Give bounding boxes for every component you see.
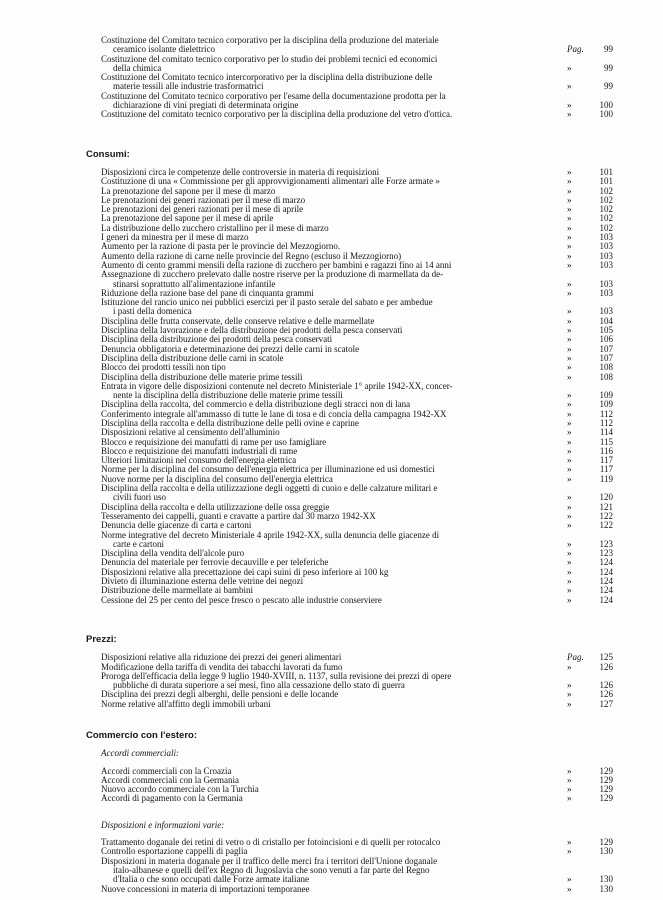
page-mark: » — [567, 408, 572, 419]
page-mark: » — [567, 784, 572, 795]
page-mark: » — [567, 185, 572, 196]
page-mark: » — [567, 774, 572, 785]
entry-line-continued: stinarsi soprattutto all'alimentazione infantile — [113, 278, 276, 289]
page-number: 122 — [599, 520, 613, 531]
page-number: 109 — [599, 399, 613, 410]
page-number: 112 — [599, 408, 613, 419]
page-mark: » — [567, 557, 572, 568]
entry-line: Nuovo accordo commerciale con la Turchia — [101, 784, 259, 795]
entry-line: Accordi commerciali con la Croazia — [101, 765, 232, 776]
entry-line-continued: d'Italia o che sono occupati dalle Forze armate italiane — [113, 874, 310, 885]
index-entry — [101, 270, 613, 289]
entry-line: La prenotazione del sapone per il mese di marzo — [101, 185, 276, 196]
page-mark: » — [567, 689, 572, 700]
page-mark: » — [567, 204, 572, 215]
page-mark: » — [567, 390, 572, 401]
index-entry — [101, 55, 613, 74]
entry-line: Blocco e requisizione dei manufatti di rame per uso famigliare — [101, 436, 327, 447]
page-mark: » — [567, 837, 572, 848]
entry-line: Costituzione del Comitato tecnico intercorporativo per la disciplina della distribuzione delle — [101, 72, 433, 83]
page-mark: » — [567, 576, 572, 587]
page-number: 129 — [599, 837, 613, 848]
page-number: 103 — [599, 259, 613, 270]
entry-line: Disciplina della raccolta e della distribuzione delle pelli ovine e caprine — [101, 417, 359, 428]
page-mark: » — [567, 100, 572, 111]
page-mark: » — [567, 492, 572, 503]
page-number: 117 — [599, 455, 613, 466]
entry-line: Disposizioni relative al censimento dell'alluminio — [101, 427, 280, 438]
page-mark: Pag. — [567, 652, 584, 663]
page-number: 102 — [599, 194, 613, 205]
entry-line: Disciplina della raccolta, del commercio e della distribuzione degli stracci non di lana — [101, 399, 411, 410]
entry-title — [101, 73, 613, 92]
entry-line-continued: italo-albanese e quelli dell'ex Regno di Jugoslavia che sono venuti a far parte del Regno — [113, 864, 430, 875]
entry-line: Denuncia del materiale per ferrovie decauville e per teleferiche — [101, 557, 329, 568]
entry-line: Costituzione del comitato tecnico corporativo per lo studio dei problemi tecnici ed economici — [101, 53, 438, 64]
page-number: 123 — [599, 538, 613, 549]
entry-title — [101, 885, 613, 894]
page-number: 108 — [599, 371, 613, 382]
entry-line: Assegnazione di zucchero prelevato dalle nostre riserve per la produzione di marmellata da de- — [101, 269, 444, 280]
entry-line: Divieto di illuminazione esterna delle vetrine dei negozi — [101, 576, 304, 587]
index-entry — [101, 885, 613, 894]
page-number: 107 — [599, 343, 613, 354]
top-entries — [101, 36, 613, 120]
section-heading-consumi: Consumi: — [86, 148, 130, 160]
page-number: 124 — [599, 576, 613, 587]
page-number: 124 — [599, 585, 613, 596]
prezzi-entries — [101, 653, 613, 709]
page-number: 129 — [599, 793, 613, 804]
entry-line: Nuove norme per la disciplina del consumo dell'energia elettrica — [101, 473, 333, 484]
page-mark: » — [567, 334, 572, 345]
page-number: 117 — [599, 464, 613, 475]
entry-line: Disciplina della distribuzione delle materie prime tessili — [101, 371, 303, 382]
page-number: 103 — [599, 241, 613, 252]
page-mark: » — [567, 343, 572, 354]
section-heading-commercio: Commercio con l'estero: — [86, 730, 198, 741]
index-page — [0, 36, 663, 894]
page-number: 120 — [599, 492, 613, 503]
page-number: 126 — [599, 661, 613, 672]
page-number: 102 — [599, 204, 613, 215]
page-number: 125 — [599, 652, 613, 663]
page-mark: » — [567, 680, 572, 691]
entry-line: Disciplina della raccolta e della utilizzazione delle ossa greggie — [101, 501, 330, 512]
page-number: 103 — [599, 287, 613, 298]
entry-line: Aumento della razione di carne nelle provincie del Regno (escluso il Mezzogiorno) — [101, 250, 402, 261]
page-mark: » — [567, 352, 572, 363]
page-mark: » — [567, 436, 572, 447]
page-number: 103 — [599, 232, 613, 243]
page-number: 103 — [599, 278, 613, 289]
index-entry — [101, 700, 613, 709]
subheading-disposizioni: Disposizioni e informazioni varie: — [101, 819, 225, 830]
entry-line: Disciplina della raccolta e della utilizzazione degli oggetti di cuoio e delle calzature militari e — [101, 483, 438, 494]
page-mark: » — [567, 765, 572, 776]
entry-line: Blocco e requisizione dei manufatti industriali di rame — [101, 445, 298, 456]
entry-line: Riduzione della razione base del pane di cinquanta grammi — [101, 287, 314, 298]
entry-line: Norme per la disciplina del consumo dell'energia elettrica per illuminazione ed usi domestici — [101, 464, 435, 475]
page-mark: » — [567, 241, 572, 252]
page-number: 119 — [599, 473, 613, 484]
entry-line: Disciplina della vendita dell'alcole puro — [101, 548, 245, 559]
entry-title — [101, 270, 613, 289]
index-entry — [101, 92, 613, 111]
page-number: 102 — [599, 213, 613, 224]
entry-line: Denuncia delle giacenze di carta e cartoni — [101, 520, 252, 531]
page-mark: » — [567, 109, 572, 120]
section-heading-prezzi: Prezzi: — [86, 633, 117, 645]
entry-line: I generi da minestra per il mese di marzo — [101, 232, 249, 243]
page-number: 122 — [599, 510, 613, 521]
page-number: 124 — [599, 566, 613, 577]
page-mark: » — [567, 417, 572, 428]
page-mark: » — [567, 213, 572, 224]
index-entry — [101, 382, 613, 401]
page-mark: » — [567, 166, 572, 177]
page-mark: » — [567, 510, 572, 521]
page-mark: » — [567, 315, 572, 326]
page-mark: » — [567, 287, 572, 298]
page-mark: » — [567, 538, 572, 549]
index-entry — [101, 531, 613, 550]
entry-line: Tesseramento dei cappelli, guanti e cravatte a partire dal 30 marzo 1942-XX — [101, 510, 376, 521]
page-mark: » — [567, 259, 572, 270]
index-entry — [101, 36, 613, 55]
page-mark: » — [567, 362, 572, 373]
index-entry — [101, 73, 613, 92]
entry-title — [101, 596, 613, 605]
page-mark: » — [567, 445, 572, 456]
index-entry — [101, 110, 613, 119]
entry-line: Denuncia obbligatoria e determinazione dei prezzi delle carni in scatole — [101, 343, 360, 354]
page-number: 102 — [599, 222, 613, 233]
entry-line: Cessione del 25 per cento del pesce fresco o pescato alle industrie conserviere — [101, 594, 382, 605]
entry-line-continued: nente la disciplina della distribuzione delle materie prime tessili — [113, 390, 343, 401]
entry-title — [101, 36, 613, 55]
page-number: 130 — [599, 846, 613, 857]
index-entry — [101, 484, 613, 503]
entry-title — [101, 531, 613, 550]
page-mark: » — [567, 793, 572, 804]
page-mark: » — [567, 194, 572, 205]
entry-title — [101, 382, 613, 401]
page-mark: » — [567, 874, 572, 885]
entry-line: Disposizioni relative alla precettazione dei capi suini di peso inferiore ai 100 kg — [101, 566, 389, 577]
page-number: 115 — [599, 436, 613, 447]
entry-line: Distribuzione delle marmellate ai bambini — [101, 585, 253, 596]
page-number: 99 — [604, 62, 613, 73]
page-mark: » — [567, 548, 572, 559]
entry-line: Costituzione del comitato tecnico corporativo per la disciplina della produzione del vetro d'ottica. — [101, 109, 453, 120]
page-number: 124 — [599, 594, 613, 605]
page-mark: » — [567, 501, 572, 512]
page-mark: » — [567, 464, 572, 475]
page-number: 116 — [599, 445, 613, 456]
page-number: 104 — [599, 315, 613, 326]
page-mark: » — [567, 698, 572, 709]
entry-title — [101, 794, 613, 803]
page-number: 101 — [599, 166, 613, 177]
entry-title — [101, 55, 613, 74]
page-mark: » — [567, 222, 572, 233]
page-number: 106 — [599, 334, 613, 345]
page-number: 100 — [599, 100, 613, 111]
entry-title — [101, 484, 613, 503]
page-mark: » — [567, 371, 572, 382]
entry-line-continued: i pasti della domenica — [113, 306, 192, 317]
index-entry — [101, 857, 613, 885]
entry-line-continued: materie tessili alle industrie trasformatrici — [113, 81, 264, 92]
accordi-entries — [101, 767, 613, 804]
index-entry — [101, 596, 613, 605]
page-number: 99 — [604, 44, 613, 55]
entry-line: Aumento di cento grammi mensili della razione di zucchero per bambini e ragazzi fino ai 14 anni — [101, 259, 452, 270]
page-mark: » — [567, 250, 572, 261]
page-number: 100 — [599, 109, 613, 120]
page-number: 108 — [599, 362, 613, 373]
entry-line: Accordi commerciali con la Germania — [101, 774, 239, 785]
entry-title — [101, 672, 613, 691]
entry-line-continued: civili fuori uso — [113, 492, 166, 503]
page-mark: » — [567, 306, 572, 317]
page-mark: Pag. — [567, 44, 584, 55]
entry-line: Conferimento integrale all'ammasso di tutte le lane di tosa e di concia della campagna 1942-XX — [101, 408, 447, 419]
entry-line: La distribuzione dello zucchero cristallino per il mese di marzo — [101, 222, 329, 233]
entry-title — [101, 298, 613, 317]
page-mark: » — [567, 566, 572, 577]
page-mark: » — [567, 278, 572, 289]
subheading-accordi: Accordi commerciali: — [101, 748, 180, 759]
entry-line-continued: dichiarazione di vini pregiati di determinata origine — [113, 100, 299, 111]
page-number: 130 — [599, 883, 613, 894]
entry-title — [101, 857, 613, 885]
page-mark: » — [567, 520, 572, 531]
entry-line: Disciplina della distribuzione delle carni in scatole — [101, 352, 284, 363]
entry-line: Costituzione di una « Commissione per gli approvvigionamenti alimentari alle Forze armate » — [101, 176, 440, 187]
entry-line: Nuove concessioni in materia di importazioni temporanee — [101, 883, 310, 894]
entry-line: Disciplina delle frutta conservate, delle conserve relative e delle marmellate — [101, 315, 375, 326]
entry-line: Blocco dei prodotti tessili non tipo — [101, 362, 226, 373]
page-number: 127 — [599, 698, 613, 709]
index-entry — [101, 298, 613, 317]
page-number: 121 — [599, 501, 613, 512]
entry-line: Disposizioni circa le competenze delle controversie in materia di requisizioni — [101, 166, 380, 177]
entry-line-continued: ceramico isolante dielettrico — [113, 44, 215, 55]
page-mark: » — [567, 594, 572, 605]
entry-line: Norme relative all'affitto degli immobili urbani — [101, 698, 271, 709]
page-number: 112 — [599, 417, 613, 428]
entry-line-continued: della chimica — [113, 62, 162, 73]
entry-line: Controllo esportazione cappelli di paglia — [101, 846, 248, 857]
page-number: 126 — [599, 680, 613, 691]
page-mark: » — [567, 473, 572, 484]
entry-line: Costituzione del Comitato tecnico corporativo per la disciplina della produzione del materiale — [101, 35, 439, 45]
page-number: 109 — [599, 390, 613, 401]
page-mark: » — [567, 585, 572, 596]
entry-line: La prenotazione del sapone per il mese di aprile — [101, 213, 274, 224]
page-mark: » — [567, 427, 572, 438]
entry-line: Disciplina della lavorazione e della distribuzione dei prodotti della pesca conservati — [101, 325, 403, 336]
page-number: 129 — [599, 784, 613, 795]
entry-line: Le prenotazioni dei generi razionati per il mese di marzo — [101, 194, 306, 205]
page-mark: » — [567, 62, 572, 73]
page-number: 129 — [599, 765, 613, 776]
page-number: 103 — [599, 250, 613, 261]
page-number: 124 — [599, 557, 613, 568]
entry-line: Trattamento doganale dei retini di vetro o di cristallo per fotoincisioni e di quelli per rotocalco — [101, 837, 441, 848]
page-mark: » — [567, 883, 572, 894]
page-number: 129 — [599, 774, 613, 785]
entry-line: Le prenotazioni dei generi razionati per il mese di aprile — [101, 204, 304, 215]
entry-line: Norme integrative del decreto Ministeriale 4 aprile 1942-XX, sulla denuncia delle giacenze di — [101, 529, 440, 540]
page-mark: » — [567, 661, 572, 672]
page-number: 101 — [599, 176, 613, 187]
entry-line: Disposizioni in materia doganale per il traffico delle merci fra i territori dell'Unione doganale — [101, 855, 438, 866]
page-number: 114 — [599, 427, 613, 438]
page-mark: » — [567, 455, 572, 466]
page-mark: » — [567, 846, 572, 857]
entry-line-continued: carte e cartoni — [113, 538, 164, 549]
page-number: 103 — [599, 306, 613, 317]
entry-line-continued: pubbliche di durata superiore a sei mesi, fino alla cessazione dello stato di guerra — [113, 680, 405, 691]
entry-line: Entrata in vigore delle disposizioni contenute nel decreto Ministeriale 1° aprile 1942-XX, concer- — [101, 380, 453, 391]
page-number: 123 — [599, 548, 613, 559]
entry-line: Proroga dell'efficacia della legge 9 luglio 1940-XVIII, n. 1137, sulla revisione dei prezzi di opere — [101, 670, 452, 681]
page-number: 107 — [599, 352, 613, 363]
entry-line: Disciplina dei prezzi degli alberghi, delle pensioni e delle locande — [101, 689, 339, 700]
page-mark: » — [567, 176, 572, 187]
entry-line: Modificazione della tariffa di vendita dei tabacchi lavorati da fumo — [101, 661, 343, 672]
entry-title — [101, 92, 613, 111]
page-number: 102 — [599, 185, 613, 196]
entry-line: Costituzione del Comitato tecnico corporativo per l'esame della documentazione prodotta per la — [101, 90, 446, 101]
entry-line: Accordi di pagamento con la Germania — [101, 793, 243, 804]
page-number: 99 — [604, 81, 613, 92]
page-mark: » — [567, 81, 572, 92]
page-number: 105 — [599, 325, 613, 336]
page-mark: » — [567, 399, 572, 410]
index-entry — [101, 794, 613, 803]
entry-title — [101, 700, 613, 709]
consumi-entries — [101, 168, 613, 605]
page-number: 126 — [599, 689, 613, 700]
disposizioni-entries — [101, 838, 613, 894]
entry-line: Aumento per la razione di pasta per le provincie del Mezzogiorno. — [101, 241, 341, 252]
entry-line: Disposizioni relative alla riduzione dei prezzi dei generi alimentari — [101, 652, 342, 663]
index-entry — [101, 672, 613, 691]
page-mark: » — [567, 232, 572, 243]
entry-title — [101, 110, 613, 119]
entry-line: Istituzione del rancio unico nei pubblici esercizi per il pasto serale del sabato e per ambedue — [101, 297, 433, 308]
entry-line: Disciplina della distribuzione dei prodotti della pesca conservati — [101, 334, 333, 345]
page-mark: » — [567, 325, 572, 336]
entry-line: Ulteriori limitazioni nel consumo dell'energia elettrica — [101, 455, 297, 466]
page-number: 130 — [599, 874, 613, 885]
